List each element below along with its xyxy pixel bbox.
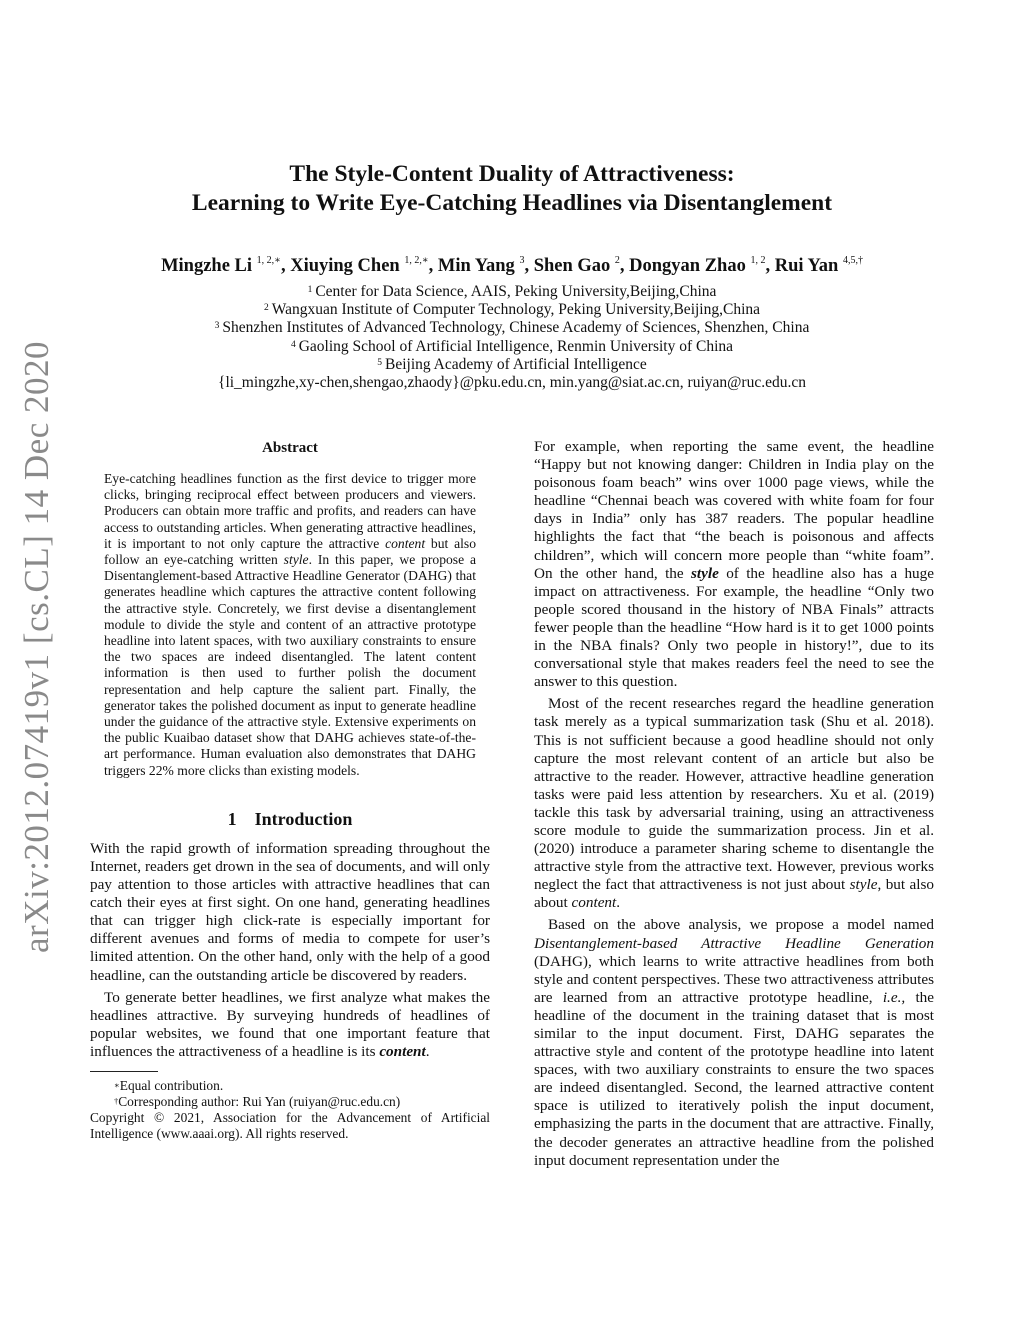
author-affil-mark: 3 [519,255,525,266]
affil-text: Beijing Academy of Artificial Intelligence [385,355,647,373]
abstract-text: but also follow an eye-catching written [104,535,476,568]
footnote-mark: † [114,1095,119,1106]
paragraph-emphasis: i.e., [882,988,906,1006]
paper-title [0,160,1024,218]
author-name: Mingzhe Li [161,256,253,276]
copyright-notice: Copyright © 2021, Association for the Advancement of Artificial Intelligence (www.aaai.org). All rights reserved. [90,1109,490,1141]
footnote-divider [90,1071,158,1072]
footnote [90,1094,490,1110]
title-line-1: The Style-Content Duality of Attractiveness: [289,161,735,187]
affil-text: Shenzhen Institutes of Advanced Technology, Chinese Academy of Sciences, Shenzhen, China [222,319,810,337]
paragraph-text: the headline of the document in the training dataset that is most similar to the input document. First, DAHG separates the attractive style and content of the prototype headline into latent spaces, with two auxiliary constraints to ensure the two spaces are indeed disentangled. Second, the learned attractive content space is utilized to iteratively polish the input document, emphasizing the parts in the document that are attractive. Finally, the decoder generates an attractive headline from the polished input document representation under the [534,988,934,1169]
arxiv-identifier-text: arXiv:2012.07419v1 [cs.CL] 14 Dec 2020 [17,341,56,953]
paragraph-text: For example, when reporting the same event, the headline “Happy but not knowing danger: Children in India play on the poisonous foam beach” wins over 1000 page views, while the headline “Chennai beach was covered with white foam for four days in India” only has 387 readers. The popular headline highlights the fact that “the beach is poisonous and affects children”, which will concern more people than “white foam”. On the other hand, the [534,438,934,582]
affiliation-line [0,338,1024,356]
affiliation-line [0,301,1024,319]
author-affil-mark: 1, 2,∗ [404,255,429,266]
author-name: Min Yang [437,256,515,276]
intro-paragraph: With the rapid growth of information spreading throughout the Internet, readers get drown in the sea of documents, and will only pay attention to those articles with attractive headlines that can catch their eyes at first sight. On one hand, generating headlines that can trigger high click-rate is especially important for different avenues and forms of media to compete for user’s limited attention. On the other hand, only with the help of a good headline, can the outstanding article be discovered by readers. [90,839,490,984]
title-line-2: Learning to Write Eye-Catching Headlines via Disentanglement [191,190,833,216]
paragraph-text: Most of the recent researches regard the headline generation task merely as a typical summarization task (Shu et al. 2018). This is not sufficient because a good headline should not only capture the most relevant content of an article but also be attractive to the reader. However, attractive headline generation tasks were paid less attention by researchers. Xu et al. (2019) tackle this task by adversarial training, using an attractiveness score module to guide the summarization process. Jin et al. (2020) introduce a parameter sharing scheme to disentangle the attractive style from the attractive text. However, previous works neglect the fact that attractiveness is not just about [534,695,934,894]
paragraph-emphasis: style [849,876,878,894]
affiliation-line [0,319,1024,337]
paragraph-text: . [616,894,621,912]
affil-text: Center for Data Science, AAIS, Peking University,Beijing,China [315,283,717,300]
affil-number: 1 [307,285,313,295]
author-emails: {li_mingzhe,xy-chen,shengao,zhaody}@pku.edu.cn, min.yang@siat.ac.cn, ruiyan@ruc.edu.cn [218,374,806,392]
abstract-emphasis: style [283,552,309,568]
affil-number: 2 [263,303,269,314]
author-list: Mingzhe Li $^{1, 2,∗}$, Xiuying Chen $^{1, 2,∗}$, Min Yang $^3$, Shen Gao $^2$, Dongyan Zhao $^{1, 2}$, Rui Yan $^{4,5,\dagger}$ [161,255,863,276]
body-paragraph [534,695,934,912]
affil-text: Gaoling School of Artificial Intelligence, Renmin University of China [298,337,734,355]
footnote [90,1078,490,1094]
paragraph-emphasis: Disentanglement-based Attractive Headline Generation [534,934,934,952]
footnote-mark: ∗ [114,1079,120,1090]
affiliation-block [0,283,1024,392]
affil-text: Wangxuan Institute of Computer Technology, Peking University,Beijing,China [271,301,761,319]
section-number: 1 [227,808,237,829]
paragraph-text: . [425,1042,430,1060]
affiliation-line [0,356,1024,374]
author-affil-mark: 4,5,† [842,255,863,266]
footnote-text: Equal contribution. [119,1077,224,1093]
intro-paragraph [90,989,490,1061]
author-name: Dongyan Zhao [629,256,746,276]
arxiv-identifier [16,341,58,953]
left-column [90,440,490,1142]
paragraph-emphasis: style [691,564,719,582]
body-paragraph [534,916,934,1169]
affil-number: 4 [290,339,296,350]
abstract-heading: Abstract [262,440,318,456]
affil-number: 5 [377,357,383,368]
paragraph-emphasis: content [571,894,617,912]
section-title: Introduction [254,808,353,829]
author-affil-mark: 1, 2 [750,255,766,266]
paragraph-text: To generate better headlines, we first analyze what makes the headlines attractive. By surveying hundreds of headlines of popular websites, we found that one important feature that influences the attractiveness of a headline is its [90,988,490,1060]
section-heading-introduction [90,809,490,830]
paragraph-text: Based on the above analysis, we propose a model named [548,916,934,934]
author-affil-mark: 2 [614,255,620,266]
footnote-text: Corresponding author: Rui Yan (ruiyan@ruc.edu.cn) [118,1093,401,1109]
paragraph-emphasis: content [379,1042,426,1060]
affiliation-line [0,283,1024,301]
abstract-emphasis: content [385,535,426,551]
abstract-text: . In this paper, we propose a Disentanglement-based Attractive Headline Generator (DAHG) that generates headline which captures the attractive content following the attractive style. Concretely, we first devise a disentanglement module to divide the style and content of an attractive prototype headline into latent spaces, with two auxiliary constraints to ensure the two spaces are indeed disentangled. The latent content information is then used to further polish the document representation and help capture the salient part. Finally, the generator takes the polished document as input to generate headline under the guidance of the attractive style. Extensive experiments on the public Kuaibao dataset show that DAHG achieves state-of-the-art performance. Human evaluation also demonstrates that DAHG triggers 22% more clicks than existing models. [104,552,476,778]
paragraph-text: (DAHG), which learns to write attractive headlines from both style and content perspectives. These two attractiveness attributes are learned from an attractive prototype headline, [534,952,934,1006]
author-name: Rui Yan [774,256,839,276]
abstract-text: Eye-catching headlines function as the first device to trigger more clicks, bringing reciprocal effect between producers and viewers. Producers can obtain more traffic and profits, and readers can have access to outstanding articles. When generating attractive headlines, it is important to not only capture the attractive [104,471,476,551]
paragraph-text: of the headline also has a huge impact on attractiveness. For example, the headline “Only two people scored thousand in the history of NBA Finals” attracts fewer people than the headline “How hard is it to get 1000 points in the NBA finals? Only two people in history!”, due to its conversational style that makes readers feel the need to see the answer to this question. [534,564,934,691]
abstract-body [104,471,476,779]
author-name: Shen Gao [533,256,611,276]
body-paragraph [534,438,934,691]
author-name: Xiuying Chen [290,256,400,276]
paragraph-text: , but also about [534,876,935,912]
author-affil-mark: 1, 2,∗ [256,255,281,266]
right-column [534,438,934,1170]
affil-number: 3 [214,321,220,332]
